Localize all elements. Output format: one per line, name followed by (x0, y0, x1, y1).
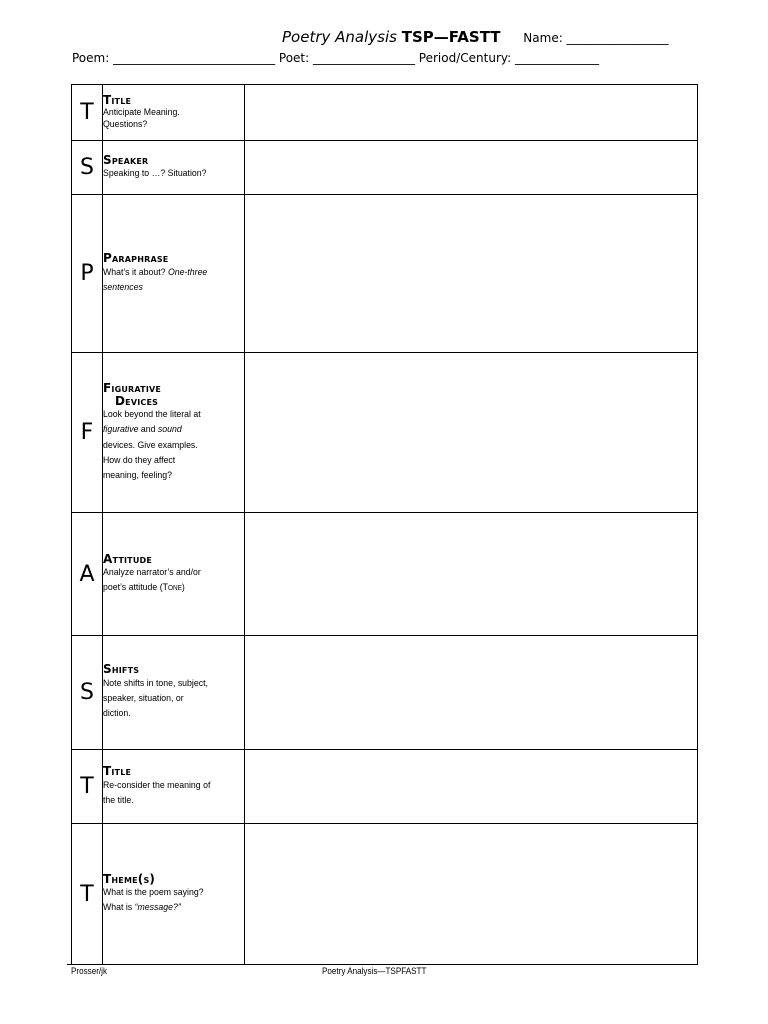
table-row (72, 353, 698, 513)
desc-line: One-three (167, 266, 208, 278)
row-letter: S (72, 636, 103, 750)
answer-cell[interactable] (245, 141, 698, 195)
desc-line: Re-consider the meaning of (103, 779, 211, 791)
answer-cell[interactable] (245, 85, 698, 141)
desc-line: What is (103, 902, 133, 914)
desc-line: sentences (103, 281, 143, 293)
header-title-bold: TSP—FASTT (401, 28, 501, 46)
table-row (72, 85, 698, 141)
row-desc (103, 885, 233, 915)
desc-line: What is the poem saying? (103, 887, 204, 899)
desc-line: Tone (162, 582, 182, 594)
row-desc (103, 107, 233, 131)
footer-left: Prosser/jk (71, 966, 108, 976)
row-title (103, 382, 244, 407)
row-letter: T (72, 750, 103, 824)
page-header (282, 28, 669, 46)
desc-line: How do they affect (103, 454, 176, 466)
row-label (103, 636, 245, 750)
row-letter: T (72, 824, 103, 965)
desc-line: speaker, situation, or (103, 693, 184, 705)
desc-line: “message?” (134, 902, 181, 914)
desc-line: diction. (103, 708, 131, 720)
desc-line: figurative (103, 424, 139, 436)
row-title-line: Devices (115, 393, 159, 408)
row-title: Paraphrase (103, 251, 169, 266)
row-desc (103, 265, 233, 295)
desc-line: Analyze narrator’s and/or (103, 567, 201, 579)
desc-line: Questions? (103, 118, 148, 130)
row-label (103, 85, 245, 141)
row-letter: T (72, 85, 103, 141)
answer-cell[interactable] (245, 195, 698, 353)
analysis-table (71, 84, 698, 965)
row-label (103, 353, 245, 513)
row-label (103, 141, 245, 195)
desc-line: devices. Give examples. (103, 439, 198, 451)
name-field-line: Name: _________________ (523, 31, 669, 45)
row-letter: S (72, 141, 103, 195)
row-label (103, 750, 245, 824)
desc-line: Anticipate Meaning. (103, 106, 180, 118)
row-title: Theme(s) (103, 871, 156, 886)
row-title: Attitude (103, 551, 153, 566)
row-desc (103, 407, 233, 483)
desc-line: Look beyond the literal at (103, 409, 201, 421)
answer-cell[interactable] (245, 513, 698, 636)
table-row (72, 513, 698, 636)
row-label (103, 824, 245, 965)
answer-cell[interactable] (245, 353, 698, 513)
row-letter: P (72, 195, 103, 353)
row-desc (103, 676, 233, 722)
row-title: Title (103, 764, 132, 779)
row-desc (103, 565, 233, 595)
row-letter: A (72, 513, 103, 636)
header-title-italic: Poetry Analysis (282, 28, 397, 46)
answer-cell[interactable] (245, 636, 698, 750)
answer-cell[interactable] (245, 750, 698, 824)
desc-line: and (140, 424, 156, 436)
row-title: Title (103, 93, 132, 108)
desc-line: Note shifts in tone, subject, (103, 678, 208, 690)
desc-line: sound (157, 424, 182, 436)
desc-line: poet’s attitude ( (103, 582, 163, 594)
footer-rule (67, 964, 687, 965)
desc-line: What’s it about? (103, 266, 166, 278)
desc-line: the title. (103, 794, 134, 806)
row-label (103, 195, 245, 353)
row-desc (103, 778, 233, 808)
desc-line: meaning, feeling? (103, 469, 172, 481)
table-row (72, 195, 698, 353)
poem-info-line: Poem: ___________________________ Poet: _________________ Period/Century: ______________ (72, 51, 599, 65)
row-title-line: Figurative (103, 380, 162, 395)
row-letter: F (72, 353, 103, 513)
desc-line: Speaking to …? Situation? (103, 168, 207, 180)
row-title: Shifts (103, 662, 140, 677)
answer-cell[interactable] (245, 824, 698, 965)
row-label (103, 513, 245, 636)
table-row (72, 824, 698, 965)
table-row (72, 141, 698, 195)
row-desc (103, 166, 233, 181)
row-title: Speaker (103, 152, 149, 167)
desc-line: ) (181, 582, 185, 594)
table-row (72, 750, 698, 824)
footer-center: Poetry Analysis—TSPFASTT (322, 966, 427, 976)
table-row (72, 636, 698, 750)
